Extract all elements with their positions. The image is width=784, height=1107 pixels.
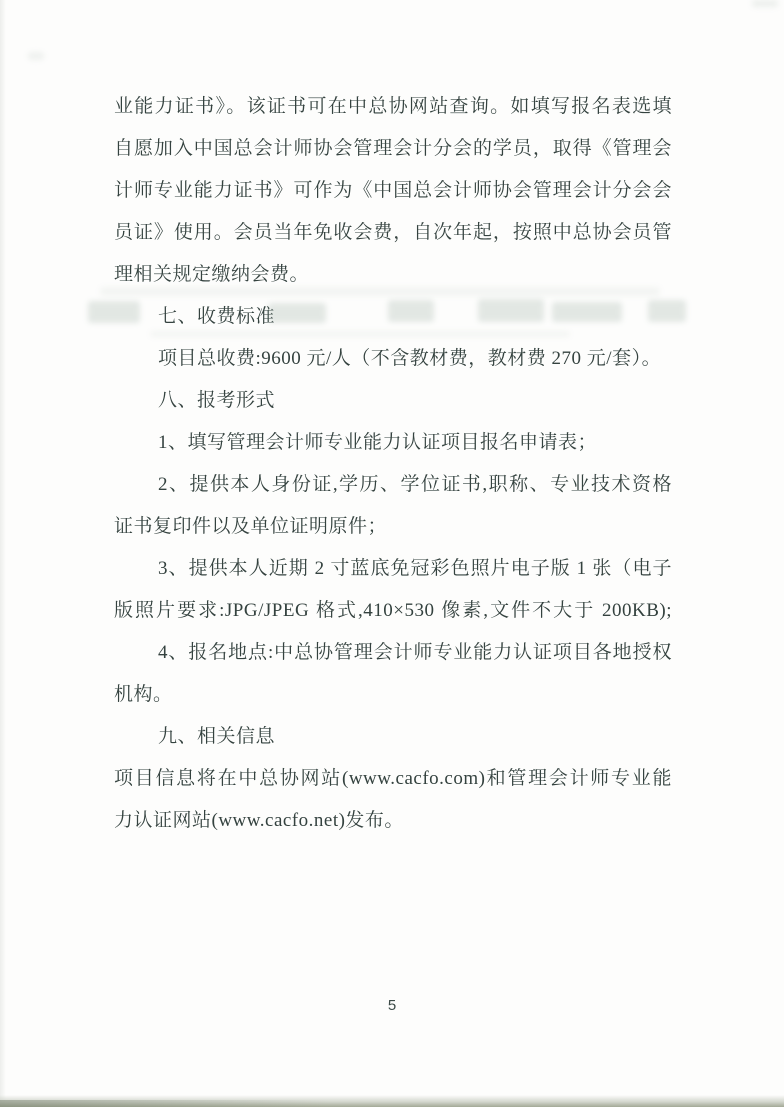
text-line: 项目信息将在中总协网站(www.cacfo.com)和管理会计师专业能 [114, 768, 672, 789]
ink-bleedthrough-artifact [552, 302, 622, 322]
text-line: 力认证网站(www.cacfo.net)发布。 [114, 810, 404, 831]
section-heading: 九、相关信息 [158, 726, 276, 747]
text-line: 业能力证书》。该证书可在中总协网站查询。如填写报名表选填 [114, 96, 672, 117]
ink-bleedthrough-artifact [100, 287, 660, 296]
list-item: 1、填写管理会计师专业能力认证项目报名申请表； [158, 432, 598, 453]
scanner-left-edge-shadow [0, 0, 6, 1107]
list-item: 4、报名地点:中总协管理会计师专业能力认证项目各地授权 [158, 642, 672, 663]
text-line: 证书复印件以及单位证明原件； [114, 516, 388, 537]
ink-bleedthrough-artifact [388, 300, 434, 322]
text-line: 机构。 [114, 684, 173, 705]
page-number: 5 [387, 997, 397, 1014]
document-body [114, 86, 672, 842]
ink-bleedthrough-artifact [28, 52, 44, 60]
ink-bleedthrough-artifact [478, 299, 544, 322]
section-heading: 七、收费标准 [158, 306, 276, 327]
ink-bleedthrough-artifact [150, 331, 570, 337]
text-line: 版照片要求:JPG/JPEG 格式,410×530 像素,文件不大于 200KB); [114, 600, 672, 621]
ink-bleedthrough-artifact [88, 301, 140, 323]
scanner-bottom-edge-shadow [0, 1095, 784, 1107]
ink-bleedthrough-artifact [648, 300, 686, 322]
list-item: 3、提供本人近期 2 寸蓝底免冠彩色照片电子版 1 张（电子 [158, 558, 672, 579]
ink-bleedthrough-artifact [268, 303, 326, 323]
section-heading: 八、报考形式 [158, 390, 276, 411]
text-line: 自愿加入中国总会计师协会管理会计分会的学员，取得《管理会 [114, 138, 672, 159]
text-line: 项目总收费:9600 元/人（不含教材费，教材费 270 元/套）。 [158, 348, 662, 369]
text-line: 计师专业能力证书》可作为《中国总会计师协会管理会计分会会 [114, 180, 672, 201]
text-line: 理相关规定缴纳会费。 [114, 264, 310, 285]
list-item: 2、提供本人身份证,学历、学位证书,职称、专业技术资格 [158, 474, 672, 495]
ink-bleedthrough-artifact [752, 0, 778, 7]
text-line: 员证》使用。会员当年免收会费，自次年起，按照中总协会员管 [114, 222, 672, 243]
